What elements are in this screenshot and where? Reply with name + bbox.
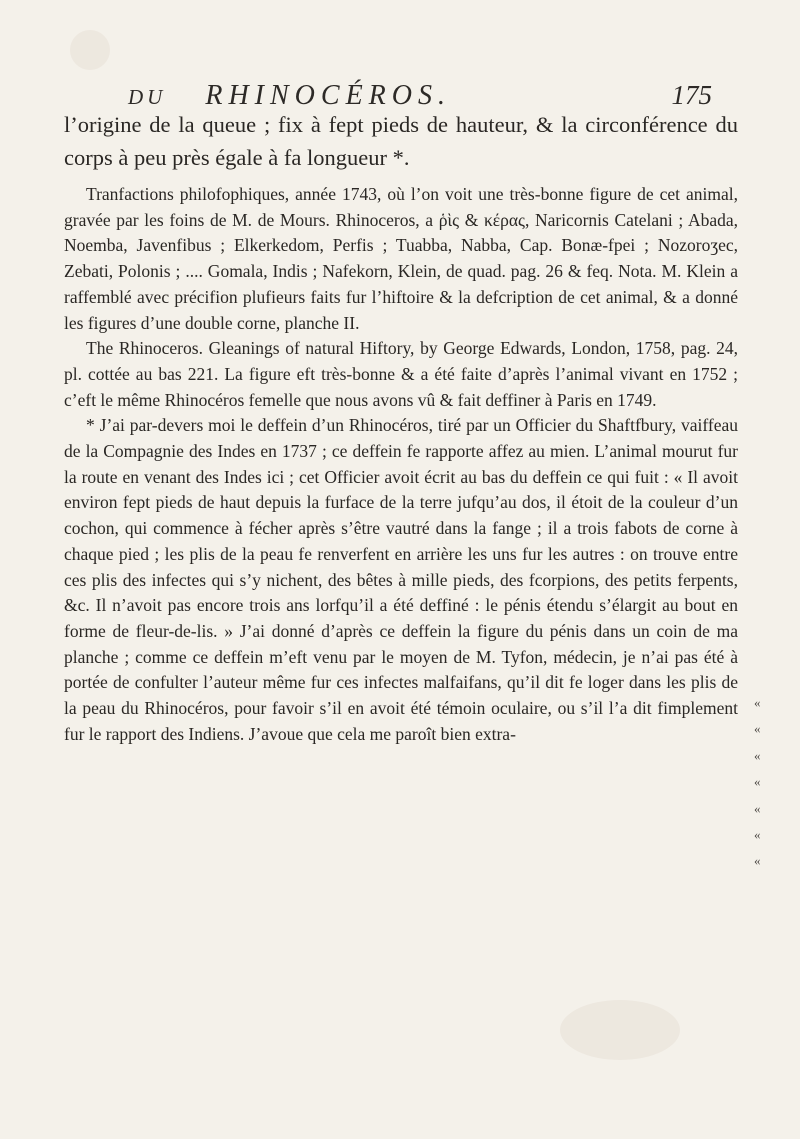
quote-mark: « <box>754 747 761 763</box>
quote-mark: « <box>754 853 761 869</box>
page-number: 175 <box>671 80 712 110</box>
paper-stain <box>70 30 110 70</box>
running-head-title: RHINOCÉROS. <box>205 80 451 111</box>
running-head-prefix: DU <box>128 85 167 109</box>
paper-stain <box>560 1000 680 1060</box>
lead-paragraph: l’origine de la queue ; fix à fept pieds de hauteur, & la circonférence du corps à peu près égale à fa longueur *. <box>64 112 738 170</box>
paragraph-edwards: The Rhinoceros. Gleanings of natural Hiftory, by George Edwards, London, 1758, pag. 24, pl. cottée au bas 221. La figure eft très-bonne & a été faite d’après l’animal vivant en 1752 ; c’eft le même Rhinocéros femelle que nous avons vû & fait deffiner à Paris en 1749. <box>64 338 738 410</box>
quote-mark: « <box>754 800 761 816</box>
margin-quote-marks <box>754 690 774 875</box>
quote-mark: « <box>754 695 761 710</box>
body-text <box>64 108 738 747</box>
footnote: * J’ai par-devers moi le deffein d’un Rhinocéros, tiré par un Officier du Shaftfbury, vaiffeau de la Compagnie des Indes en 1737 ; ce deffein fe rapporte affez au mien. L’animal mourut fur la route en venant des Indes ici ; cet Officier avoit écrit au bas du deffein ce qui fuit : « Il avoit environ fept pieds de haut depuis la furface de la terre jufqu’au dos, il étoit de la couleur d’un cochon, qui commence à fécher après s’être vautré dans la fange ; il a trois fabots de corne à chaque pied ; les plis de la peau fe renverfent en arrière les uns fur les autres : on trouve entre ces plis des infectes qui s’y nichent, des bêtes à mille pieds, des fcorpions, des petits ferpents, &c. Il n’avoit pas encore trois ans lorfqu’il a été deffiné : le pénis étendu s’élargit au bout en forme de fleur-de-lis. » J’ai donné d’après ce deffein la figure du pénis dans un coin de ma planche ; comme ce deffein m’eft venu par le moyen de M. Tyfon, médecin, je n’ai pas été à portée de confulter l’auteur même fur ces infectes malfaifans, qu’il dit fe loger dans les plis de la peau du Rhinocéros, pour favoir s’il en avoit été témoin oculaire, ou s’il l’a dit fimplement fur le rapport des Indiens. J’avoue que cela me paroît bien extra- <box>64 415 738 744</box>
quote-mark: « <box>754 774 761 790</box>
quote-mark: « <box>754 827 761 843</box>
paragraph-transactions: Tranfactions philofophiques, année 1743, où l’on voit une très-bonne figure de cet animal, gravée par les foins de M. de Mours. Rhinoceros, a ῥὶς & κέρας, Naricornis Catelani ; Abada, Noemba, Javenfibus ; Elkerkedom, Perfis ; Tuabba, Nabba, Cap. Bonæ-fpei ; Nozoroʒec, Zebati, Polonis ; .... Gomala, Indis ; Nafekorn, Klein, de quad. pag. 26 & feq. Nota. M. Klein a raffemblé avec précifion plufieurs faits fur l’hiftoire & la defcription de cet animal, & a donné les figures d’une double corne, planche II. <box>64 184 738 333</box>
quote-mark: « <box>754 721 761 737</box>
